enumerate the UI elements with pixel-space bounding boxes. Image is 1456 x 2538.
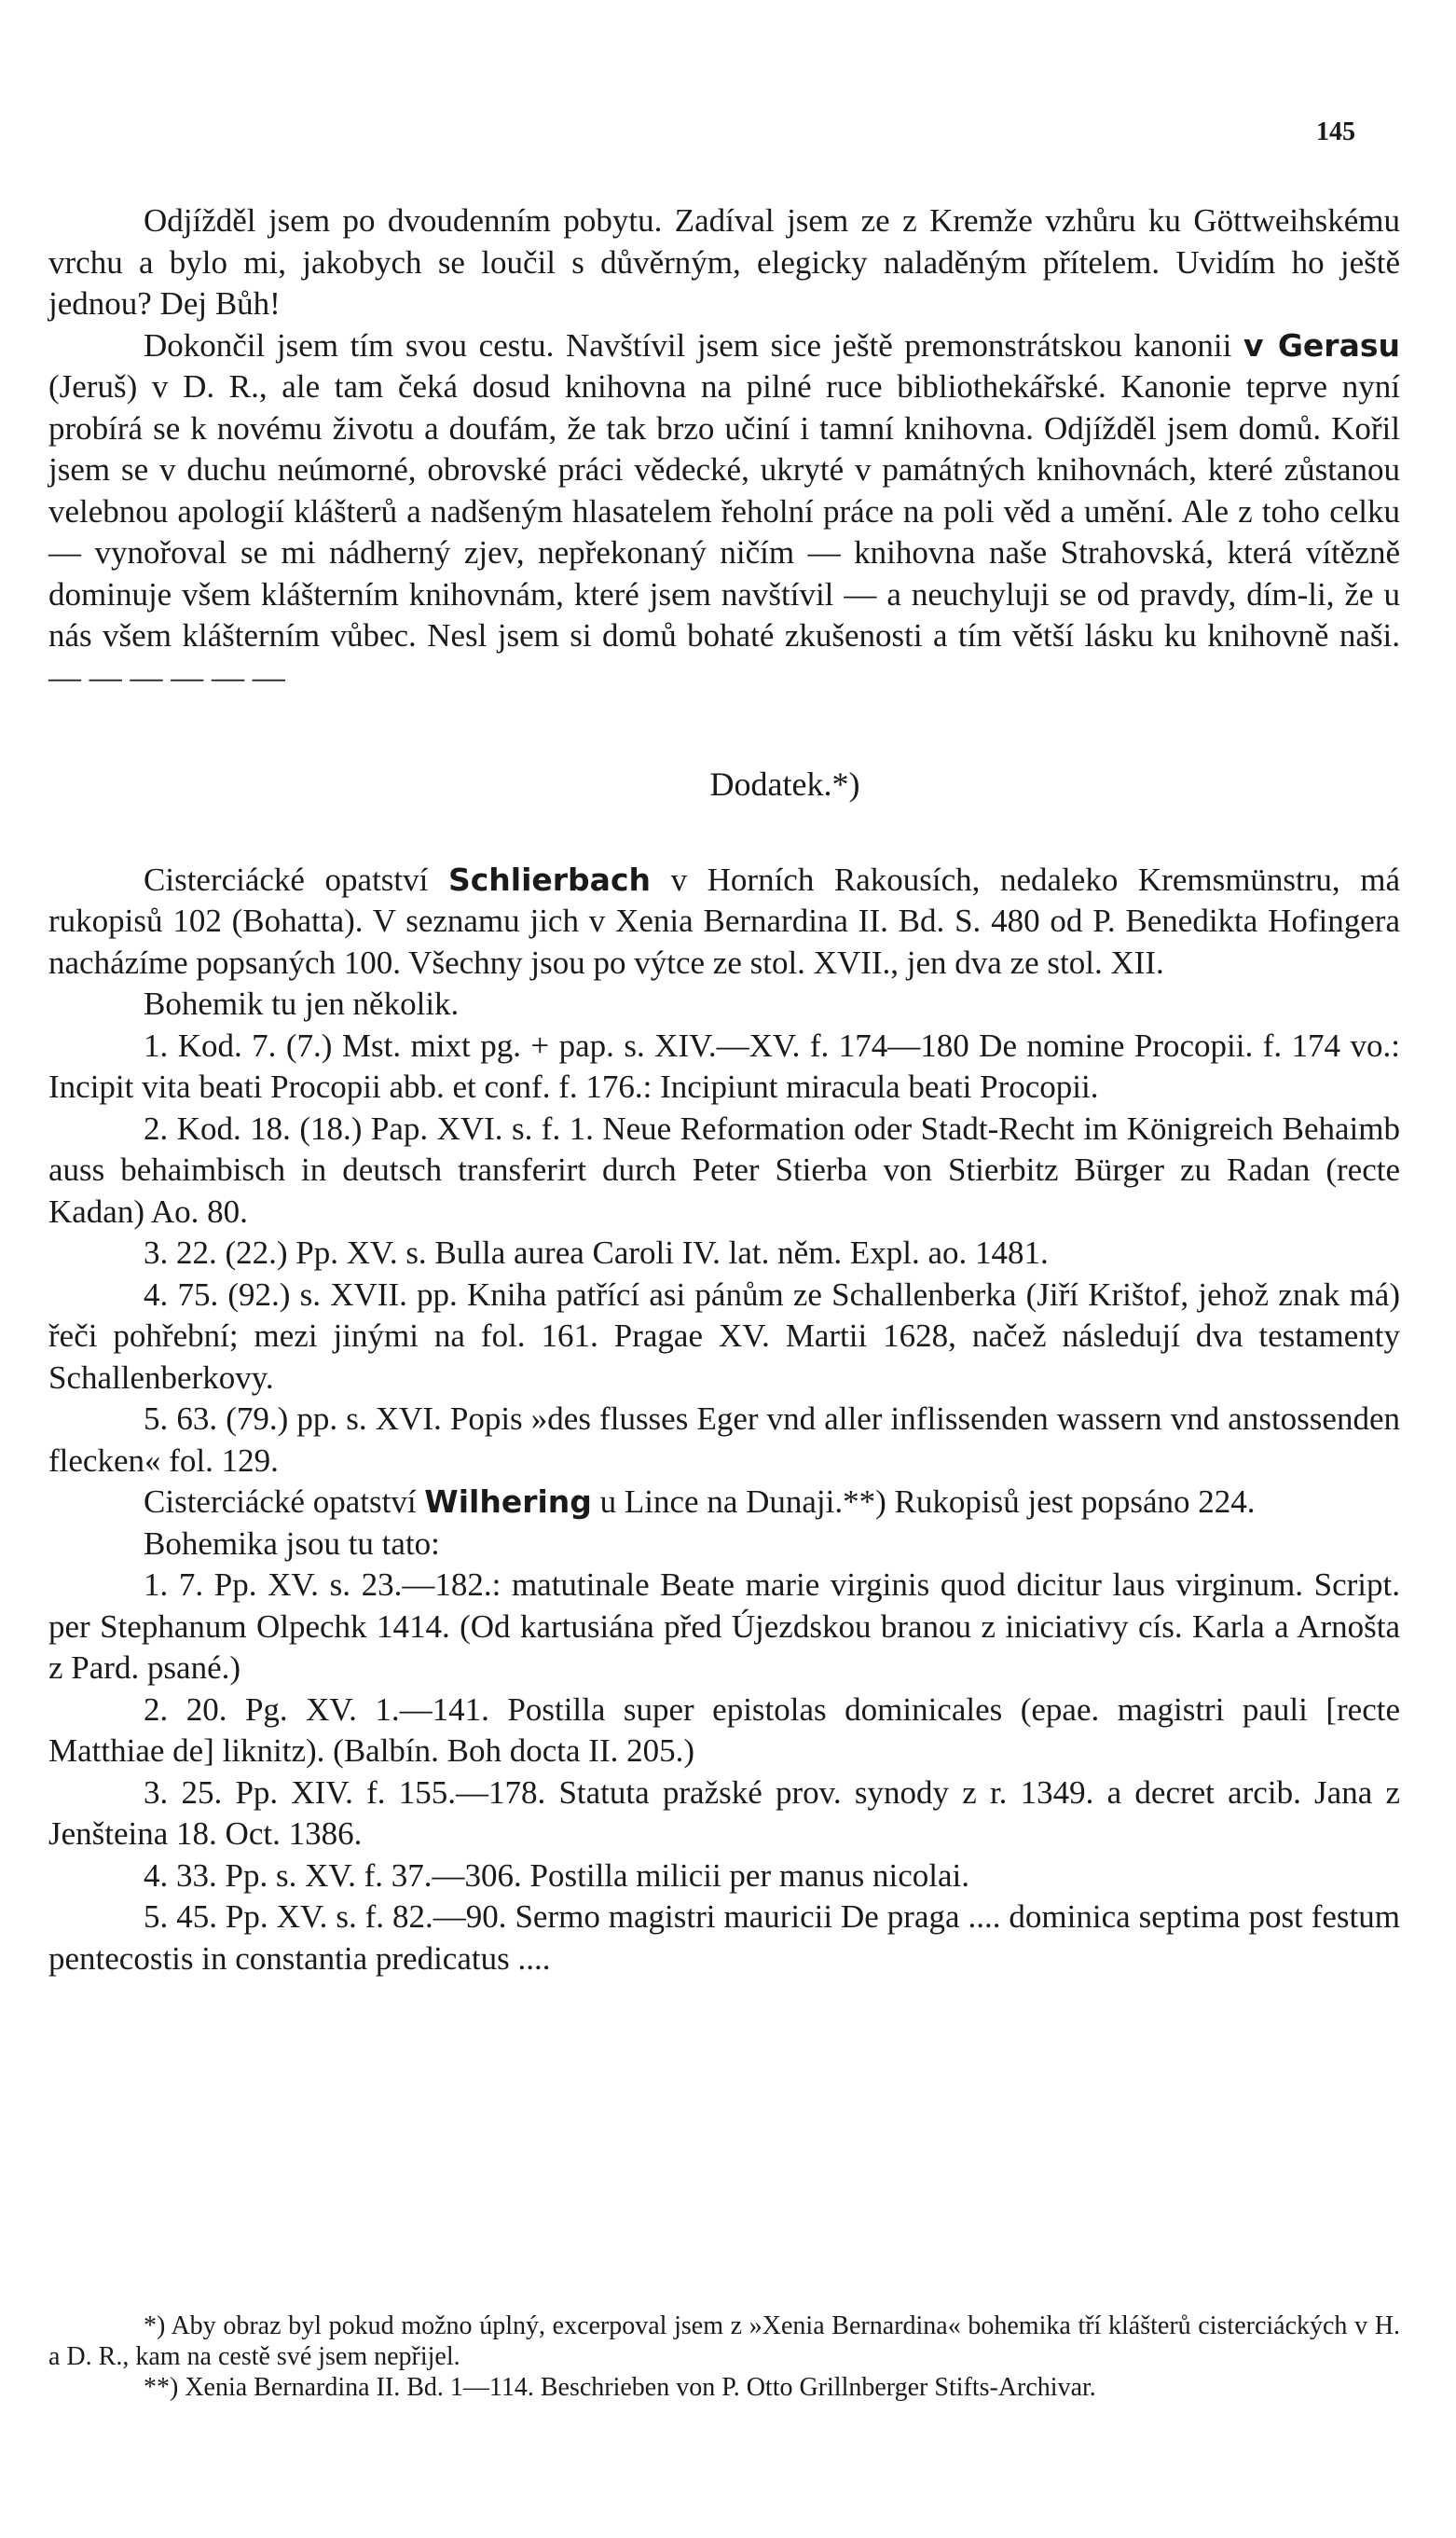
list-item: 3. 25. Pp. XIV. f. 155.—178. Statuta pražské prov. synody z r. 1349. a decret arcib. Jana z Jenšteina 18. Oct. 1386. bbox=[48, 1773, 1400, 1852]
list-item: 2. Kod. 18. (18.) Pap. XVI. s. f. 1. Neue Reformation oder Stadt-Recht im Königreich Behaimb auss behaimbisch in deutsch transferirt durch Peter Stierba von Stierbitz Bürger zu Radan (recte Kadan) Ao. 80. bbox=[48, 1110, 1400, 1230]
footnotes bbox=[48, 2310, 1400, 2403]
paragraph bbox=[48, 1482, 1400, 1524]
place-name-gerasu: v Gerasu bbox=[1243, 326, 1400, 364]
place-name-schlierbach: Schlierbach bbox=[447, 861, 651, 898]
list-item: 3. 22. (22.) Pp. XV. s. Bulla aurea Caroli IV. lat. něm. Expl. ao. 1481. bbox=[144, 1235, 1049, 1271]
text-span: v Horních Rakousích, nedaleko Kremsmünstru, má rukopisů 102 (Bohatta). V seznamu jich v Xenia Bernardina II. Bd. S. 480 od P. Benedikta Hofingera nacházíme popsaných 100. Všechny jsou po výtce ze stol. XVII., jen dva ze stol. XII. bbox=[48, 861, 1401, 981]
paragraph bbox=[48, 860, 1400, 985]
page-number: 145 bbox=[1316, 117, 1355, 146]
paragraph: Odjížděl jsem po dvoudenním pobytu. Zadíval jsem ze z Kremže vzhůru ku Göttweihskému vrchu a bylo mi, jakobych se loučil s důvěrným, elegicky naladěným přítelem. Uvidím ho ještě jednou? Dej Bůh! bbox=[48, 202, 1400, 322]
list-item: 2. 20. Pg. XV. 1.—141. Postilla super epistolas dominicales (epae. magistri pauli [recte Matthiae de] liknitz). (Balbín. Boh docta II. 205.) bbox=[48, 1690, 1400, 1769]
list-item: 4. 75. (92.) s. XVII. pp. Kniha patřící asi pánům ze Schallenberka (Jiří Krištof, jehož znak má) řeči pohřební; mezi jinými na fol. 161. Pragae XV. Martii 1628, načež následují dva testamenty Schallenberkovy. bbox=[48, 1276, 1400, 1396]
footnote: *) Aby obraz byl pokud možno úplný, excerpoval jsem z »Xenia Bernardina« bohemika tří klášterů cisterciáckých v H. a D. R., kam na cestě své jsem nepřijel. bbox=[48, 2311, 1400, 2371]
list-item: 5. 63. (79.) pp. s. XVI. Popis »des flusses Eger vnd aller inflissenden wassern vnd anstossenden flecken« fol. 129. bbox=[48, 1400, 1400, 1479]
footnote: **) Xenia Bernardina II. Bd. 1—114. Beschrieben von P. Otto Grillnberger Stifts-Archivar. bbox=[144, 2373, 1096, 2402]
text-span: (Jeruš) v D. R., ale tam čeká dosud knihovna na pilné ruce bibliothekářské. Kanonie teprve nyní probírá se k novému životu a doufám, že tak brzo učiní i tamní knihovna. Odjížděl jsem domů. Kořil jsem se v duchu neúmorné, obrovské práci vědecké, ukryté v památných knihovnách, které zůstanou velebnou apologií klášterů a nadšeným hlasatelem řeholní práce na poli věd a umění. Ale z toho celku — vynořoval se mi nádherný zjev, nepřekonaný ničím — knihovna naše Strahovská, která vítězně dominuje všem klášterním knihovnám, které jsem navštívil — a neuchyluji se od pravdy, dím-li, že u nás všem klášterním vůbec. Nesl jsem si domů bohaté zkušenosti a tím větší lásku ku knihovně naši. — — — — — — bbox=[48, 368, 1400, 696]
text-span: Dokončil jsem tím svou cestu. Navštívil jsem sice ještě premonstrátskou kanonii bbox=[144, 326, 1243, 364]
list-item: 4. 33. Pp. s. XV. f. 37.—306. Postilla milicii per manus nicolai. bbox=[144, 1856, 969, 1894]
text-span: Cisterciácké opatství bbox=[144, 1483, 425, 1520]
main-text bbox=[48, 200, 1400, 1979]
list-item: 1. Kod. 7. (7.) Mst. mixt pg. + pap. s. XIV.—XV. f. 174—180 De nomine Procopii. f. 174 vo.: Incipit vita beati Procopii abb. et conf. f. 176.: Incipiunt miracula beati Procopii. bbox=[48, 1027, 1400, 1105]
paragraph: Bohemika jsou tu tato: bbox=[144, 1524, 440, 1562]
text-span: Cisterciácké opatství bbox=[144, 861, 448, 898]
paragraph: Bohemik tu jen několik. bbox=[144, 986, 460, 1022]
list-item: 1. 7. Pp. XV. s. 23.—182.: matutinale Beate marie virginis quod dicitur laus virginum. Script. per Stephanum Olpechk 1414. (Od kartusiána před Újezdskou branou z iniciativy cís. Karla a Arnošta z Pard. psané.) bbox=[48, 1566, 1400, 1686]
appendix-heading: Dodatek.*) bbox=[709, 766, 860, 803]
paragraph bbox=[48, 325, 1400, 699]
text-span: u Lince na Dunaji.**) Rukopisů jest popsáno 224. bbox=[591, 1483, 1256, 1520]
place-name-wilhering: Wilhering bbox=[424, 1483, 592, 1520]
list-item: 5. 45. Pp. XV. s. f. 82.—90. Sermo magistri mauricii De praga .... dominica septima post festum pentecostis in constantia predicatus .... bbox=[48, 1898, 1400, 1977]
